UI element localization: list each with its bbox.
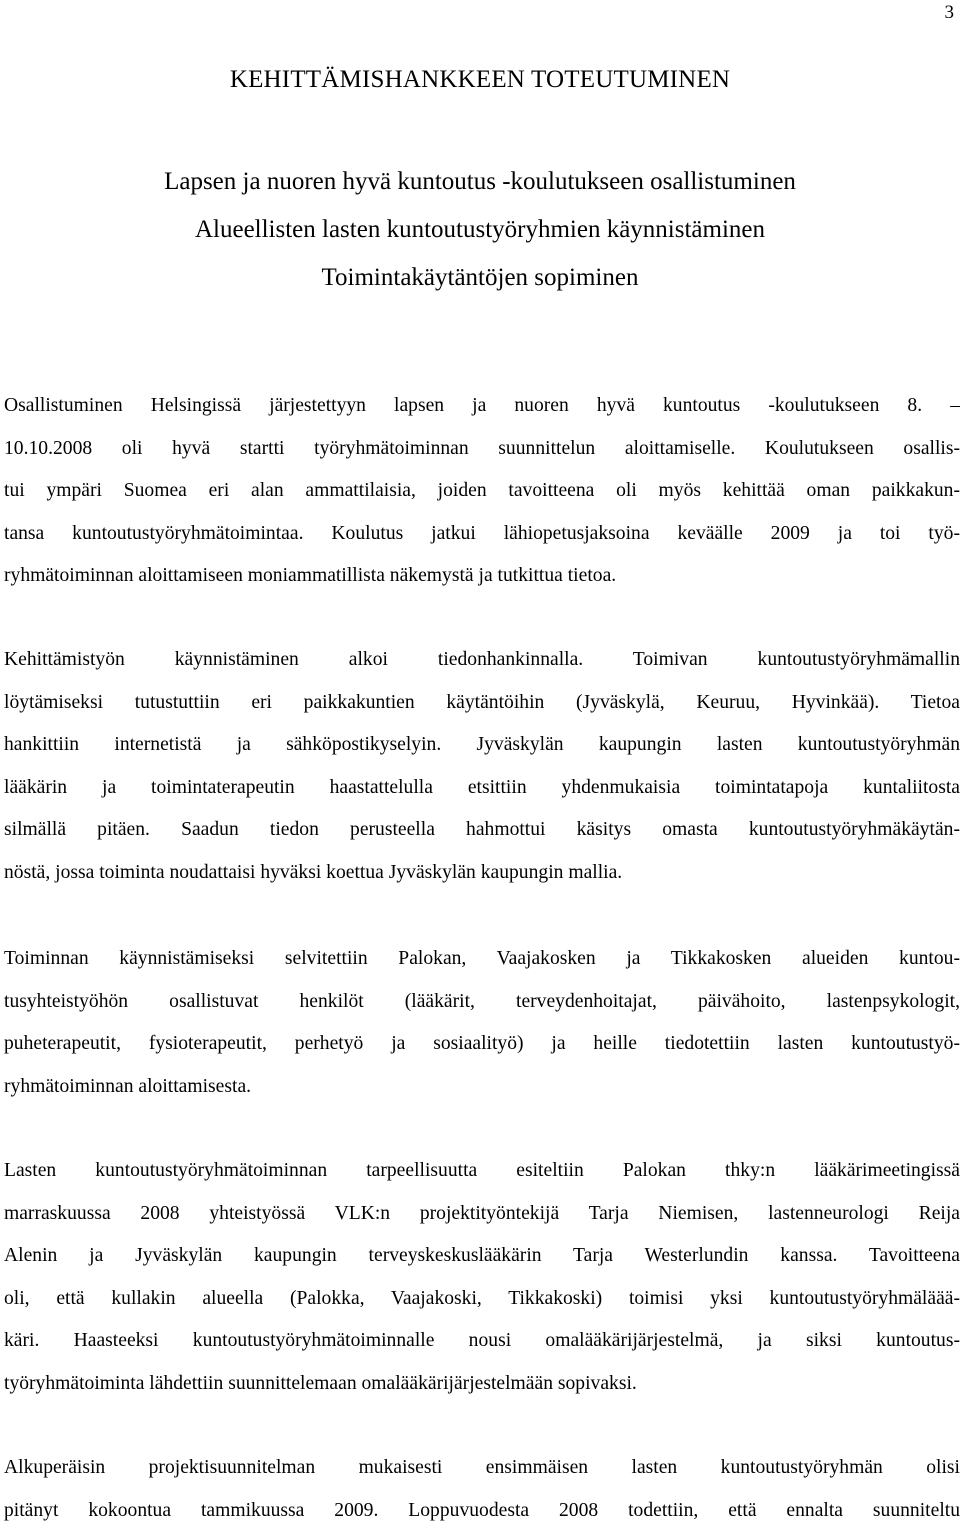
paragraph-line: silmällä pitäen. Saadun tiedon perusteella hahmottui käsitys omasta kuntoutustyöryhmäkäytän- xyxy=(4,809,960,852)
paragraph-line: tansa kuntoutustyöryhmätoimintaa. Koulutus jatkui lähiopetusjaksoina keväälle 2009 ja toi työ- xyxy=(4,513,960,556)
paragraph-line: ryhmätoiminnan aloittamisesta. xyxy=(4,1066,960,1109)
subheading-list xyxy=(0,158,960,302)
paragraph-5 xyxy=(4,1447,960,1532)
paragraph-line: hankittiin internetistä ja sähköpostikyselyin. Jyväskylän kaupungin lasten kuntoutustyöryhmän xyxy=(4,724,960,767)
paragraph-line: ryhmätoiminnan aloittamiseen moniammatillista näkemystä ja tutkittua tietoa. xyxy=(4,555,960,598)
paragraph-line: puheterapeutit, fysioterapeutit, perhetyö ja sosiaalityö) ja heille tiedotettiin lasten kuntoutustyö- xyxy=(4,1023,960,1066)
paragraph-line: oli, että kullakin alueella (Palokka, Vaajakoski, Tikkakoski) toimisi yksi kuntoutustyöryhmäläää- xyxy=(4,1278,960,1321)
page-number: 3 xyxy=(945,2,955,24)
paragraph-line: 10.10.2008 oli hyvä startti työryhmätoiminnan suunnittelun aloittamiselle. Koulutukseen osallis- xyxy=(4,428,960,471)
paragraph-line: lääkärin ja toimintaterapeutin haastattelulla etsittiin yhdenmukaisia toimintatapoja kuntaliitosta xyxy=(4,767,960,810)
paragraph-line: Alkuperäisin projektisuunnitelman mukaisesti ensimmäisen lasten kuntoutustyöryhmän olisi xyxy=(4,1447,960,1490)
paragraph-line: löytämiseksi tutustuttiin eri paikkakuntien käytäntöihin (Jyväskylä, Keuruu, Hyvinkää). Tietoa xyxy=(4,682,960,725)
paragraph-line: Toiminnan käynnistämiseksi selvitettiin Palokan, Vaajakosken ja Tikkakosken alueiden kuntou- xyxy=(4,938,960,981)
paragraph-line: työryhmätoiminta lähdettiin suunnittelemaan omalääkärijärjestelmään sopivaksi. xyxy=(4,1363,960,1406)
paragraph-line: Kehittämistyön käynnistäminen alkoi tiedonhankinnalla. Toimivan kuntoutustyöryhmämallin xyxy=(4,639,960,682)
paragraph-line: pitänyt kokoontua tammikuussa 2009. Loppuvuodesta 2008 todettiin, että ennalta suunniteltu xyxy=(4,1490,960,1532)
subheading: Alueellisten lasten kuntoutustyöryhmien käynnistäminen xyxy=(0,206,960,254)
paragraph-line: käri. Haasteeksi kuntoutustyöryhmätoiminnalle nousi omalääkärijärjestelmä, ja siksi kuntoutus- xyxy=(4,1320,960,1363)
paragraph-4 xyxy=(4,1150,960,1405)
paragraph-line: tui ympäri Suomea eri alan ammattilaisia, joiden tavoitteena oli myös kehittää oman paikkakun- xyxy=(4,470,960,513)
page-title: KEHITTÄMISHANKKEEN TOTEUTUMINEN xyxy=(0,66,960,94)
subheading: Toimintakäytäntöjen sopiminen xyxy=(0,254,960,302)
paragraph-3 xyxy=(4,938,960,1108)
paragraph-1 xyxy=(4,385,960,598)
paragraph-line: Alenin ja Jyväskylän kaupungin terveyskeskuslääkärin Tarja Westerlundin kanssa. Tavoitteena xyxy=(4,1235,960,1278)
paragraph-line: Osallistuminen Helsingissä järjestettyyn lapsen ja nuoren hyvä kuntoutus -koulutukseen 8. – xyxy=(4,385,960,428)
paragraph-line: nöstä, jossa toiminta noudattaisi hyväksi koettua Jyväskylän kaupungin mallia. xyxy=(4,852,960,895)
paragraph-line: marraskuussa 2008 yhteistyössä VLK:n projektityöntekijä Tarja Niemisen, lastenneurologi Reija xyxy=(4,1193,960,1236)
subheading: Lapsen ja nuoren hyvä kuntoutus -koulutukseen osallistuminen xyxy=(0,158,960,206)
paragraph-line: Lasten kuntoutustyöryhmätoiminnan tarpeellisuutta esiteltiin Palokan thky:n lääkärimeetingissä xyxy=(4,1150,960,1193)
paragraph-2 xyxy=(4,639,960,894)
paragraph-line: tusyhteistyöhön osallistuvat henkilöt (lääkärit, terveydenhoitajat, päivähoito, lastenpsykologit, xyxy=(4,981,960,1024)
